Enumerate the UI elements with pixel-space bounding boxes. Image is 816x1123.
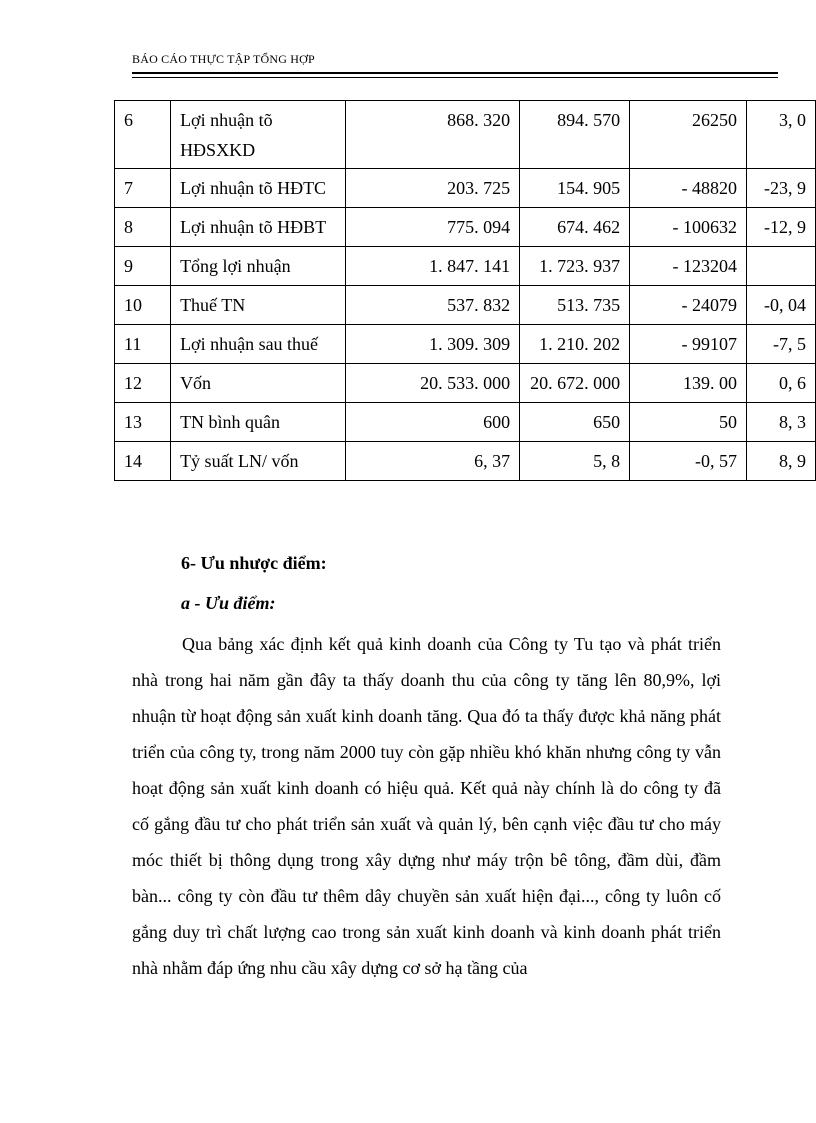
value-difference: - 99107 [630, 325, 747, 364]
value-year-2: 1. 723. 937 [520, 247, 630, 286]
row-number: 7 [115, 169, 171, 208]
value-percent: 3, 0 [747, 101, 816, 169]
value-difference: - 24079 [630, 286, 747, 325]
value-difference: - 100632 [630, 208, 747, 247]
row-label: Lợi nhuận tõ HĐBT [171, 208, 346, 247]
row-label: Thuế TN [171, 286, 346, 325]
row-label: Vốn [171, 364, 346, 403]
value-year-2: 650 [520, 403, 630, 442]
value-difference: 50 [630, 403, 747, 442]
table-row [115, 286, 816, 325]
value-difference: -0, 57 [630, 442, 747, 481]
value-difference: 26250 [630, 101, 747, 169]
row-label: Lợi nhuận tõ HĐTC [171, 169, 346, 208]
value-year-2: 674. 462 [520, 208, 630, 247]
row-number: 12 [115, 364, 171, 403]
value-year-1: 6, 37 [346, 442, 520, 481]
header-rule-thick [132, 72, 778, 74]
table-row [115, 325, 816, 364]
table-row [115, 442, 816, 481]
value-percent: 8, 3 [747, 403, 816, 442]
row-label: Tỷ suất LN/ vốn [171, 442, 346, 481]
value-difference: - 48820 [630, 169, 747, 208]
row-number: 13 [115, 403, 171, 442]
value-percent: 8, 9 [747, 442, 816, 481]
table-row [115, 364, 816, 403]
value-year-1: 775. 094 [346, 208, 520, 247]
row-label: TN bình quân [171, 403, 346, 442]
subsection-heading: a - Ưu điểm: [181, 593, 276, 613]
value-percent [747, 247, 816, 286]
value-percent: -7, 5 [747, 325, 816, 364]
value-percent: 0, 6 [747, 364, 816, 403]
value-difference: 139. 00 [630, 364, 747, 403]
value-year-2: 1. 210. 202 [520, 325, 630, 364]
row-number: 11 [115, 325, 171, 364]
table-row [115, 247, 816, 286]
value-percent: -0, 04 [747, 286, 816, 325]
value-year-1: 537. 832 [346, 286, 520, 325]
row-label: Lợi nhuận sau thuế [171, 325, 346, 364]
value-percent: -12, 9 [747, 208, 816, 247]
table-row [115, 101, 816, 169]
value-year-1: 1. 309. 309 [346, 325, 520, 364]
row-number: 8 [115, 208, 171, 247]
value-difference: - 123204 [630, 247, 747, 286]
body-paragraph: Qua bảng xác định kết quả kinh doanh của Công ty Tu tạo và phát triển nhà trong hai năm gần đây ta thấy doanh thu của công ty tăng lên 80,9%, lợi nhuận từ hoạt động sản xuất kinh doanh tăng. Qua đó ta thấy được khả năng phát triển của công ty, trong năm 2000 tuy còn gặp nhiều khó khăn nhưng công ty vẫn hoạt động sản xuất kinh doanh có hiệu quả. Kết quả này chính là do công ty đã cố gắng đầu tư cho phát triển sản xuất và quản lý, bên cạnh việc đầu tư cho máy móc thiết bị thông dụng trong xây dựng như máy trộn bê tông, đầm dùi, đầm bàn... công ty còn đầu tư thêm dây chuyền sản xuất hiện đại..., công ty luôn cố gắng duy trì chất lượng cao trong sản xuất kinh doanh và kinh doanh phát triển nhà nhằm đáp ứng nhu cầu xây dựng cơ sở hạ tầng của [132, 634, 721, 978]
row-label: Tổng lợi nhuận [171, 247, 346, 286]
row-number: 10 [115, 286, 171, 325]
row-number: 6 [115, 101, 171, 169]
section-heading: 6- Ưu nhược điểm: [181, 553, 327, 573]
row-number: 9 [115, 247, 171, 286]
table-row [115, 169, 816, 208]
value-year-2: 894. 570 [520, 101, 630, 169]
table-row [115, 403, 816, 442]
row-label: Lợi nhuận tõ HĐSXKD [171, 101, 346, 169]
value-percent: -23, 9 [747, 169, 816, 208]
page-header: BÁO CÁO THỰC TẬP TỔNG HỢP [132, 52, 315, 66]
value-year-1: 1. 847. 141 [346, 247, 520, 286]
value-year-2: 20. 672. 000 [520, 364, 630, 403]
value-year-2: 154. 905 [520, 169, 630, 208]
financial-table [114, 100, 816, 481]
value-year-2: 513. 735 [520, 286, 630, 325]
value-year-1: 868. 320 [346, 101, 520, 169]
value-year-1: 20. 533. 000 [346, 364, 520, 403]
header-rule-thin [132, 77, 778, 78]
value-year-1: 203. 725 [346, 169, 520, 208]
value-year-1: 600 [346, 403, 520, 442]
row-number: 14 [115, 442, 171, 481]
value-year-2: 5, 8 [520, 442, 630, 481]
table-row [115, 208, 816, 247]
